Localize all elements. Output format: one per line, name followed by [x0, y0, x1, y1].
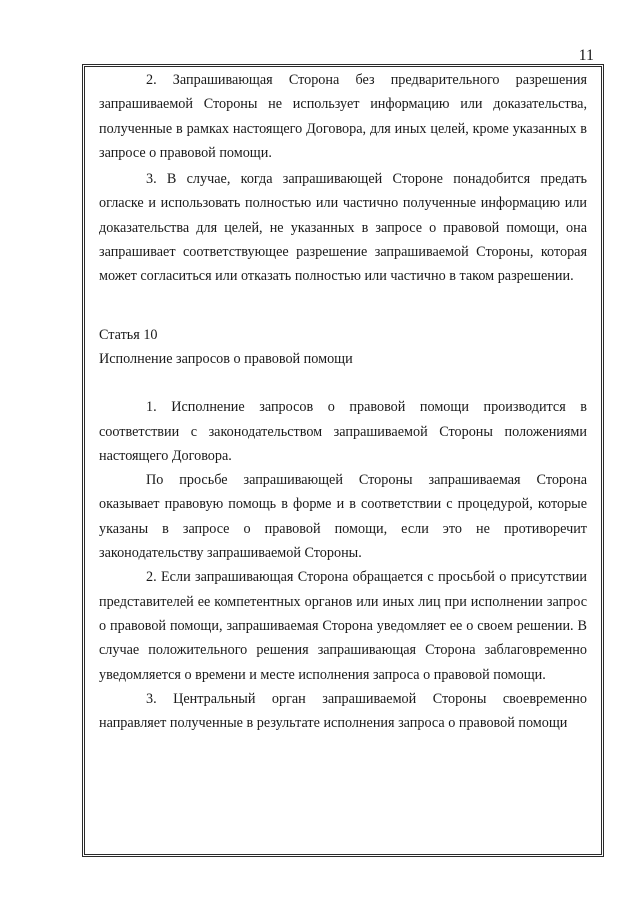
paragraph-10-1-request: По просьбе запрашивающей Стороны запрашиваемая Сторона оказывает правовую помощь в форме и в соответствии с процедурой, которые указаны в запросе о правовой помощи, если это не противоречит законодательству запрашиваемой Стороны. [99, 472, 587, 562]
article-number: Статья 10 [99, 326, 158, 343]
paragraph-10-2: 2. Если запрашивающая Сторона обращается с просьбой о присутствии представителей ее компетентных органов или иных лиц при исполнении запрос о правовой помощи, запрашиваемая Сторона уведомляет ее о своем решении. В случае положительного решения запрашивающая Сторона заблаговременно уведомляется о времени и месте исполнения запроса о правовой помощи. [99, 569, 587, 683]
paragraph-10-1: 1. Исполнение запросов о правовой помощи производится в соответствии с законодательством запрашиваемой Стороны положениями настоящего Договора. [99, 399, 587, 464]
page-number: 11 [578, 47, 594, 64]
document-body [99, 68, 587, 735]
paragraph-9-2: 2. Запрашивающая Сторона без предварительного разрешения запрашиваемой Стороны не использует информацию или доказательства, полученные в рамках настоящего Договора, для иных целей, кроме указанных в запросе о правовой помощи. [99, 72, 587, 161]
paragraph-9-3: 3. В случае, когда запрашивающей Стороне понадобится предать огласке и использовать полностью или частично полученные информацию или доказательства для целей, не указанных в запросе о правовой помощи, она запрашивает соответствующее разрешение запрашиваемой Стороны, которая может согласиться или отказать полностью или частично в таком разрешении. [99, 171, 587, 285]
paragraph-10-3: 3. Центральный орган запрашиваемой Стороны своевременно направляет полученные в результате исполнения запроса о правовой помощи [99, 690, 587, 732]
article-title: Исполнение запросов о правовой помощи [99, 350, 353, 367]
